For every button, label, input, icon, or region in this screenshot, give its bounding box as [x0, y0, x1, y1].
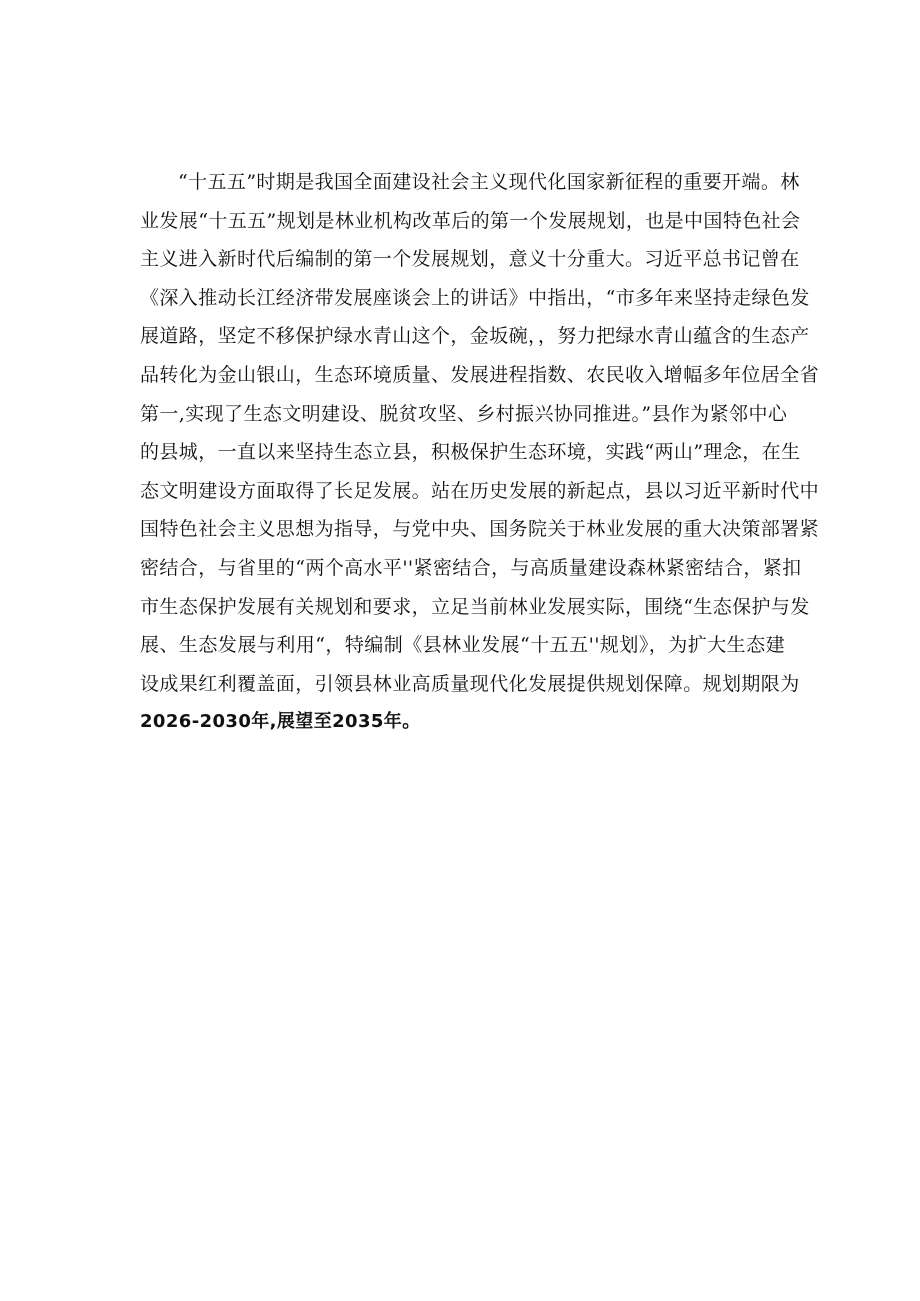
- paragraph-line-2: 业发展“十五五”规划是林业机构改革后的第一个发展规划，也是中国特色社会: [140, 209, 801, 232]
- body-paragraph: [140, 163, 820, 742]
- paragraph-line-11: 密结合，与省里的“两个高水平''紧密结合，与高质量建设森林紧密结合，紧扣: [140, 556, 802, 579]
- paragraph-line-13: 展、生态发展与利用“，特编制《县林业发展“十五五''规划》，为扩大生态建: [140, 634, 785, 657]
- paragraph-line-7: 第一,实现了生态文明建设、脱贫攻坚、乡村振兴协同推进。”县作为紧邻中心: [140, 402, 788, 425]
- paragraph-line-14: 设成果红利覆盖面，引领县林业高质量现代化发展提供规划保障。规划期限为: [140, 672, 800, 695]
- paragraph-line-9: 态文明建设方面取得了长足发展。站在历史发展的新起点，县以习近平新时代中: [140, 479, 820, 502]
- paragraph-line-10: 国特色社会主义思想为指导，与党中央、国务院关于林业发展的重大决策部署紧: [140, 518, 820, 541]
- paragraph-line-8: 的县城，一直以来坚持生态立县，积极保护生态环境，实践“两山”理念，在生: [140, 441, 801, 464]
- paragraph-line-5: 展道路，坚定不移保护绿水青山这个，金坂碗，，努力把绿水青山蕴含的生态产: [140, 325, 810, 348]
- paragraph-line-12: 市生态保护发展有关规划和要求，立足当前林业发展实际，围绕“生态保护与发: [140, 595, 810, 618]
- paragraph-line-15: 2026-2030年,展望至2035年。: [140, 711, 421, 733]
- paragraph-line-3: 主义进入新时代后编制的第一个发展规划，意义十分重大。习近平总书记曾在: [140, 248, 800, 271]
- paragraph-line-4: 《深入推动长江经济带发展座谈会上的讲话》中指出，“市多年来坚持走绿色发: [140, 286, 810, 309]
- paragraph-line-6: 品转化为金山银山，生态环境质量、发展进程指数、农民收入增幅多年位居全省: [140, 363, 820, 386]
- paragraph-line-1: “十五五”时期是我国全面建设社会主义现代化国家新征程的重要开端。林: [178, 171, 800, 193]
